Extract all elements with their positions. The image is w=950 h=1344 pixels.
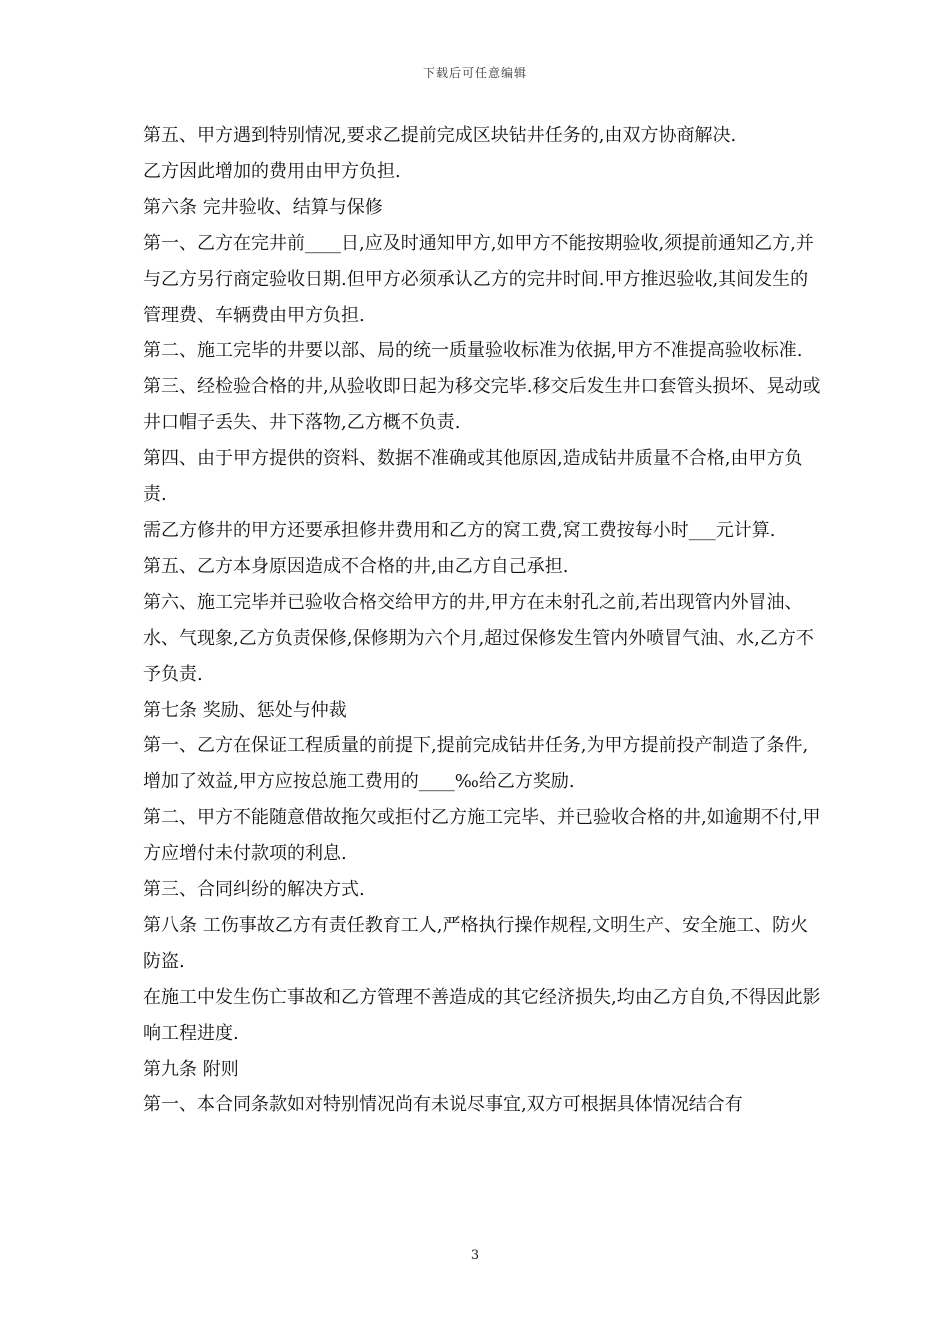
paragraph-extra-cost: 乙方因此增加的费用由甲方负担. — [143, 160, 401, 182]
paragraph-repair-cost: 需乙方修井的甲方还要承担修井费用和乙方的窝工费,窝工费按每小时___元计算. — [143, 519, 776, 541]
page-header: 下载后可任意编辑 — [422, 66, 527, 80]
paragraph-a6-clause-5: 第五、乙方本身原因造成不合格的井,由乙方自己承担. — [143, 555, 569, 577]
page-number: 3 — [470, 1248, 480, 1263]
heading-article-7: 第七条 奖励、惩处与仲裁 — [143, 699, 347, 721]
paragraph-accident-loss: 在施工中发生伤亡事故和乙方管理不善造成的其它经济损失,均由乙方自负,不得因此影响工程进度. — [143, 986, 821, 1044]
paragraph-a6-clause-6: 第六、施工完毕并已验收合格交给甲方的井,甲方在未射孔之前,若出现管内外冒油、水、气现象,乙方负责保修,保修期为六个月,超过保修发生管内外喷冒气油、水,乙方不予负责. — [143, 591, 814, 685]
paragraph-a6-clause-2: 第二、施工完毕的井要以部、局的统一质量验收标准为依据,甲方不准提高验收标准. — [143, 340, 803, 362]
paragraph-clause-5-special-request: 第五、甲方遇到特别情况,要求乙提前完成区块钻井任务的,由双方协商解决. — [143, 125, 737, 146]
paragraph-a6-clause-3: 第三、经检验合格的井,从验收即日起为移交完毕.移交后发生井口套管头损坏、晃动或井口帽子丢失、井下落物,乙方概不负责. — [143, 376, 821, 434]
paragraph-a6-clause-1: 第一、乙方在完井前____日,应及时通知甲方,如甲方不能按期验收,须提前通知乙方,并与乙方另行商定验收日期.但甲方必须承认乙方的完井时间.甲方推迟验收,其间发生的管理费、车辆费由甲方负担. — [143, 232, 814, 326]
paragraph-a7-clause-1: 第一、乙方在保证工程质量的前提下,提前完成钻井任务,为甲方提前投产制造了条件,增加了效益,甲方应按总施工费用的____‰给乙方奖励. — [143, 735, 809, 793]
paragraph-a6-clause-4: 第四、由于甲方提供的资料、数据不准确或其他原因,造成钻井质量不合格,由甲方负责. — [143, 448, 803, 506]
heading-article-6: 第六条 完井验收、结算与保修 — [143, 196, 383, 218]
heading-article-8: 第八条 工伤事故乙方有责任教育工人,严格执行操作规程,文明生产、安全施工、防火防盗. — [143, 914, 809, 972]
paragraph-a9-clause-1: 第一、本合同条款如对特别情况尚有未说尽事宜,双方可根据具体情况结合有 — [143, 1094, 743, 1116]
paragraph-a7-clause-2: 第二、甲方不能随意借故拖欠或拒付乙方施工完毕、并已验收合格的井,如逾期不付,甲方应增付未付款项的利息. — [143, 807, 821, 865]
contract-body — [143, 118, 823, 1123]
paragraph-a7-clause-3: 第三、合同纠纷的解决方式. — [143, 879, 365, 901]
heading-article-9: 第九条 附则 — [143, 1058, 239, 1080]
